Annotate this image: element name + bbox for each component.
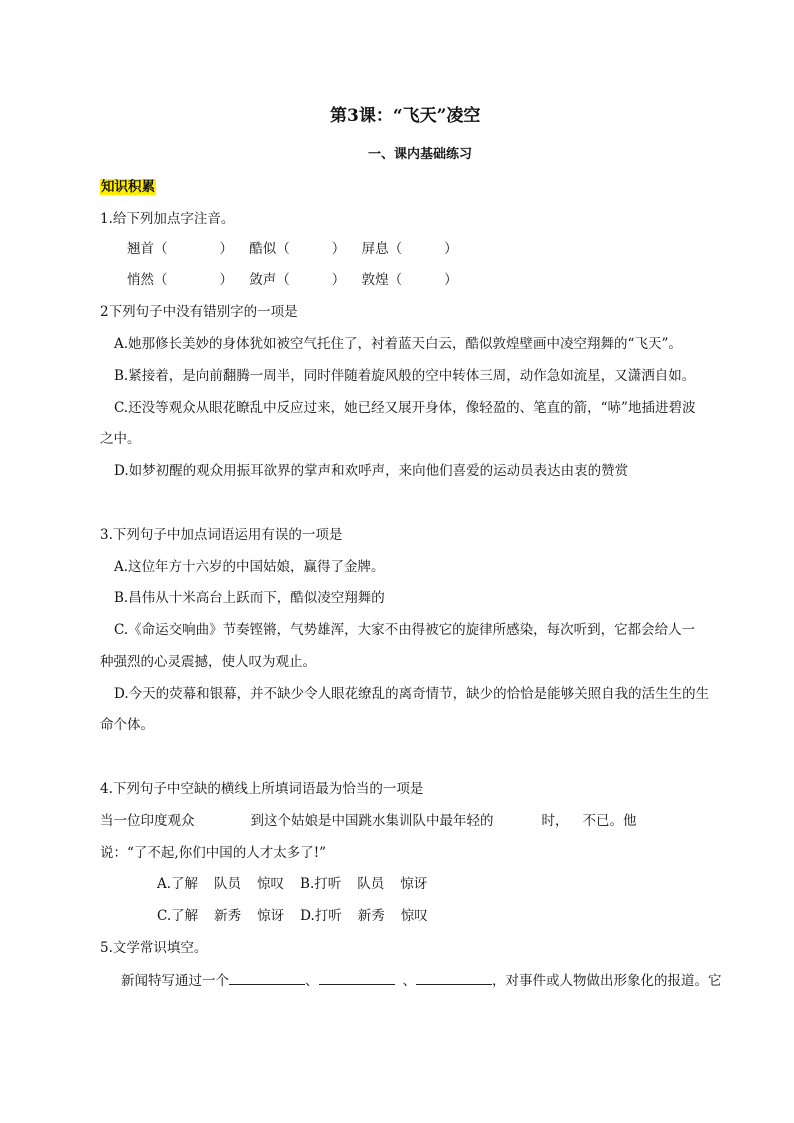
- q3-option-c: C.《命运交响曲》节奏铿锵，气势雄浑，大家不由得被它的旋律所感染，每次听到，它都会给人一: [114, 622, 696, 638]
- q4-choice: 新秀: [214, 908, 242, 924]
- q1-word: 敛声: [249, 272, 277, 288]
- q5-sep-1: 、: [305, 973, 319, 989]
- badge-label: 知识积累: [101, 179, 155, 195]
- q4-text-4: 不已。他: [582, 813, 637, 829]
- q5-sentence: [121, 970, 722, 991]
- q1-row-1: [127, 239, 458, 259]
- page-title: 第3课：“飞天”凌空: [330, 106, 481, 126]
- q5-stem: 5.文学常识填空。: [100, 940, 208, 956]
- q5-blank-3: [416, 970, 492, 985]
- q1-paren: （: [388, 241, 403, 257]
- q1-paren: （: [154, 241, 168, 257]
- q3-option-c-cont: 种强烈的心灵震撼，使人叹为观止。: [100, 654, 316, 670]
- q4-choice: A.了解: [157, 876, 199, 892]
- q1-paren: ）: [219, 272, 233, 288]
- q2-option-a: A.她那修长美妙的身体犹如被空气托住了，衬着蓝天白云，酷似敦煌壁画中凌空翔舞的“飞天”。: [114, 336, 682, 352]
- q4-choice: C.了解: [157, 908, 199, 924]
- q5-blank-2: [319, 970, 395, 985]
- q2-option-c-cont: 之中。: [100, 431, 141, 447]
- q4-choice: 惊叹: [257, 876, 285, 892]
- q1-word: 悄然: [127, 272, 154, 288]
- q4-options-row-1: [157, 874, 443, 894]
- q1-paren: ）: [444, 272, 458, 288]
- q1-paren: ）: [219, 241, 233, 257]
- knowledge-badge: [100, 177, 156, 197]
- q1-paren: （: [154, 272, 168, 288]
- q4-options-row-2: [157, 906, 444, 926]
- q5-text-2: ，对事件或人物做出形象化的报道。它: [492, 973, 722, 989]
- q3-stem: 3.下列句子中加点词语运用有误的一项是: [100, 527, 343, 543]
- q4-choice: 惊讶: [257, 908, 285, 924]
- q1-stem: 1.给下列加点字注音。: [100, 211, 235, 227]
- q2-option-c: C.还没等观众从眼花瞭乱中反应过来，她已经又展开身体，像轻盈的、笔直的箭，“哧”地插进碧波: [114, 400, 696, 416]
- q4-stem: 4.下列句子中空缺的横线上所填词语最为恰当的一项是: [100, 781, 424, 797]
- q4-choice: D.打听: [300, 908, 342, 924]
- section-heading: 一、课内基础练习: [368, 147, 473, 162]
- q4-text-2: 到这个姑娘是中国跳水集训队中最年轻的: [250, 813, 494, 829]
- q1-paren: ）: [331, 272, 346, 288]
- q5-blank-1: [229, 970, 305, 985]
- q4-sentence: [100, 811, 637, 831]
- q1-word: 敦煌: [361, 272, 389, 288]
- q3-option-a: A.这位年方十六岁的中国姑娘，赢得了金牌。: [114, 559, 385, 575]
- q1-word: 翘首: [127, 241, 154, 257]
- q2-option-b: B.紧接着，是向前翻腾一周半，同时伴随着旋风般的空中转体三周，动作急如流星，又潇洒自如。: [114, 368, 696, 384]
- q1-paren: ）: [331, 241, 346, 257]
- q2-stem: 2下列句子中没有错别字的一项是: [100, 304, 298, 320]
- q1-paren: （: [276, 241, 290, 257]
- q1-paren: ）: [444, 241, 458, 257]
- q3-option-d: D.今天的荧幕和银幕，并不缺少令人眼花缭乱的离奇情节，缺少的恰恰是能够关照自我的活生生的生: [114, 686, 710, 702]
- q1-row-2: [127, 270, 458, 290]
- q4-sentence-cont: 说：“了不起,你们中国的人才太多了!”: [100, 845, 327, 861]
- q1-paren: （: [276, 272, 290, 288]
- q1-paren: （: [388, 272, 403, 288]
- q3-option-d-cont: 命个体。: [100, 717, 154, 733]
- q4-choice: B.打听: [300, 876, 342, 892]
- q2-option-d: D.如梦初醒的观众用振耳欲界的掌声和欢呼声，来向他们喜爱的运动员表达由衷的赞赏: [114, 463, 629, 479]
- q5-text-1: 新闻特写通过一个: [121, 973, 229, 989]
- q4-choice: 队员: [357, 876, 385, 892]
- q4-choice: 惊叹: [400, 908, 428, 924]
- q1-word: 屏息: [361, 241, 389, 257]
- q4-choice: 惊讶: [400, 876, 428, 892]
- q3-option-b: B.昌伟从十米高台上跃而下，酷似凌空翔舞的: [114, 590, 385, 606]
- q4-choice: 队员: [214, 876, 242, 892]
- q4-choice: 新秀: [357, 908, 385, 924]
- q4-text-1: 当一位印度观众: [100, 813, 195, 829]
- q5-sep-2: 、: [402, 973, 416, 989]
- q1-word: 酷似: [249, 241, 277, 257]
- q4-text-3: 时，: [541, 813, 569, 829]
